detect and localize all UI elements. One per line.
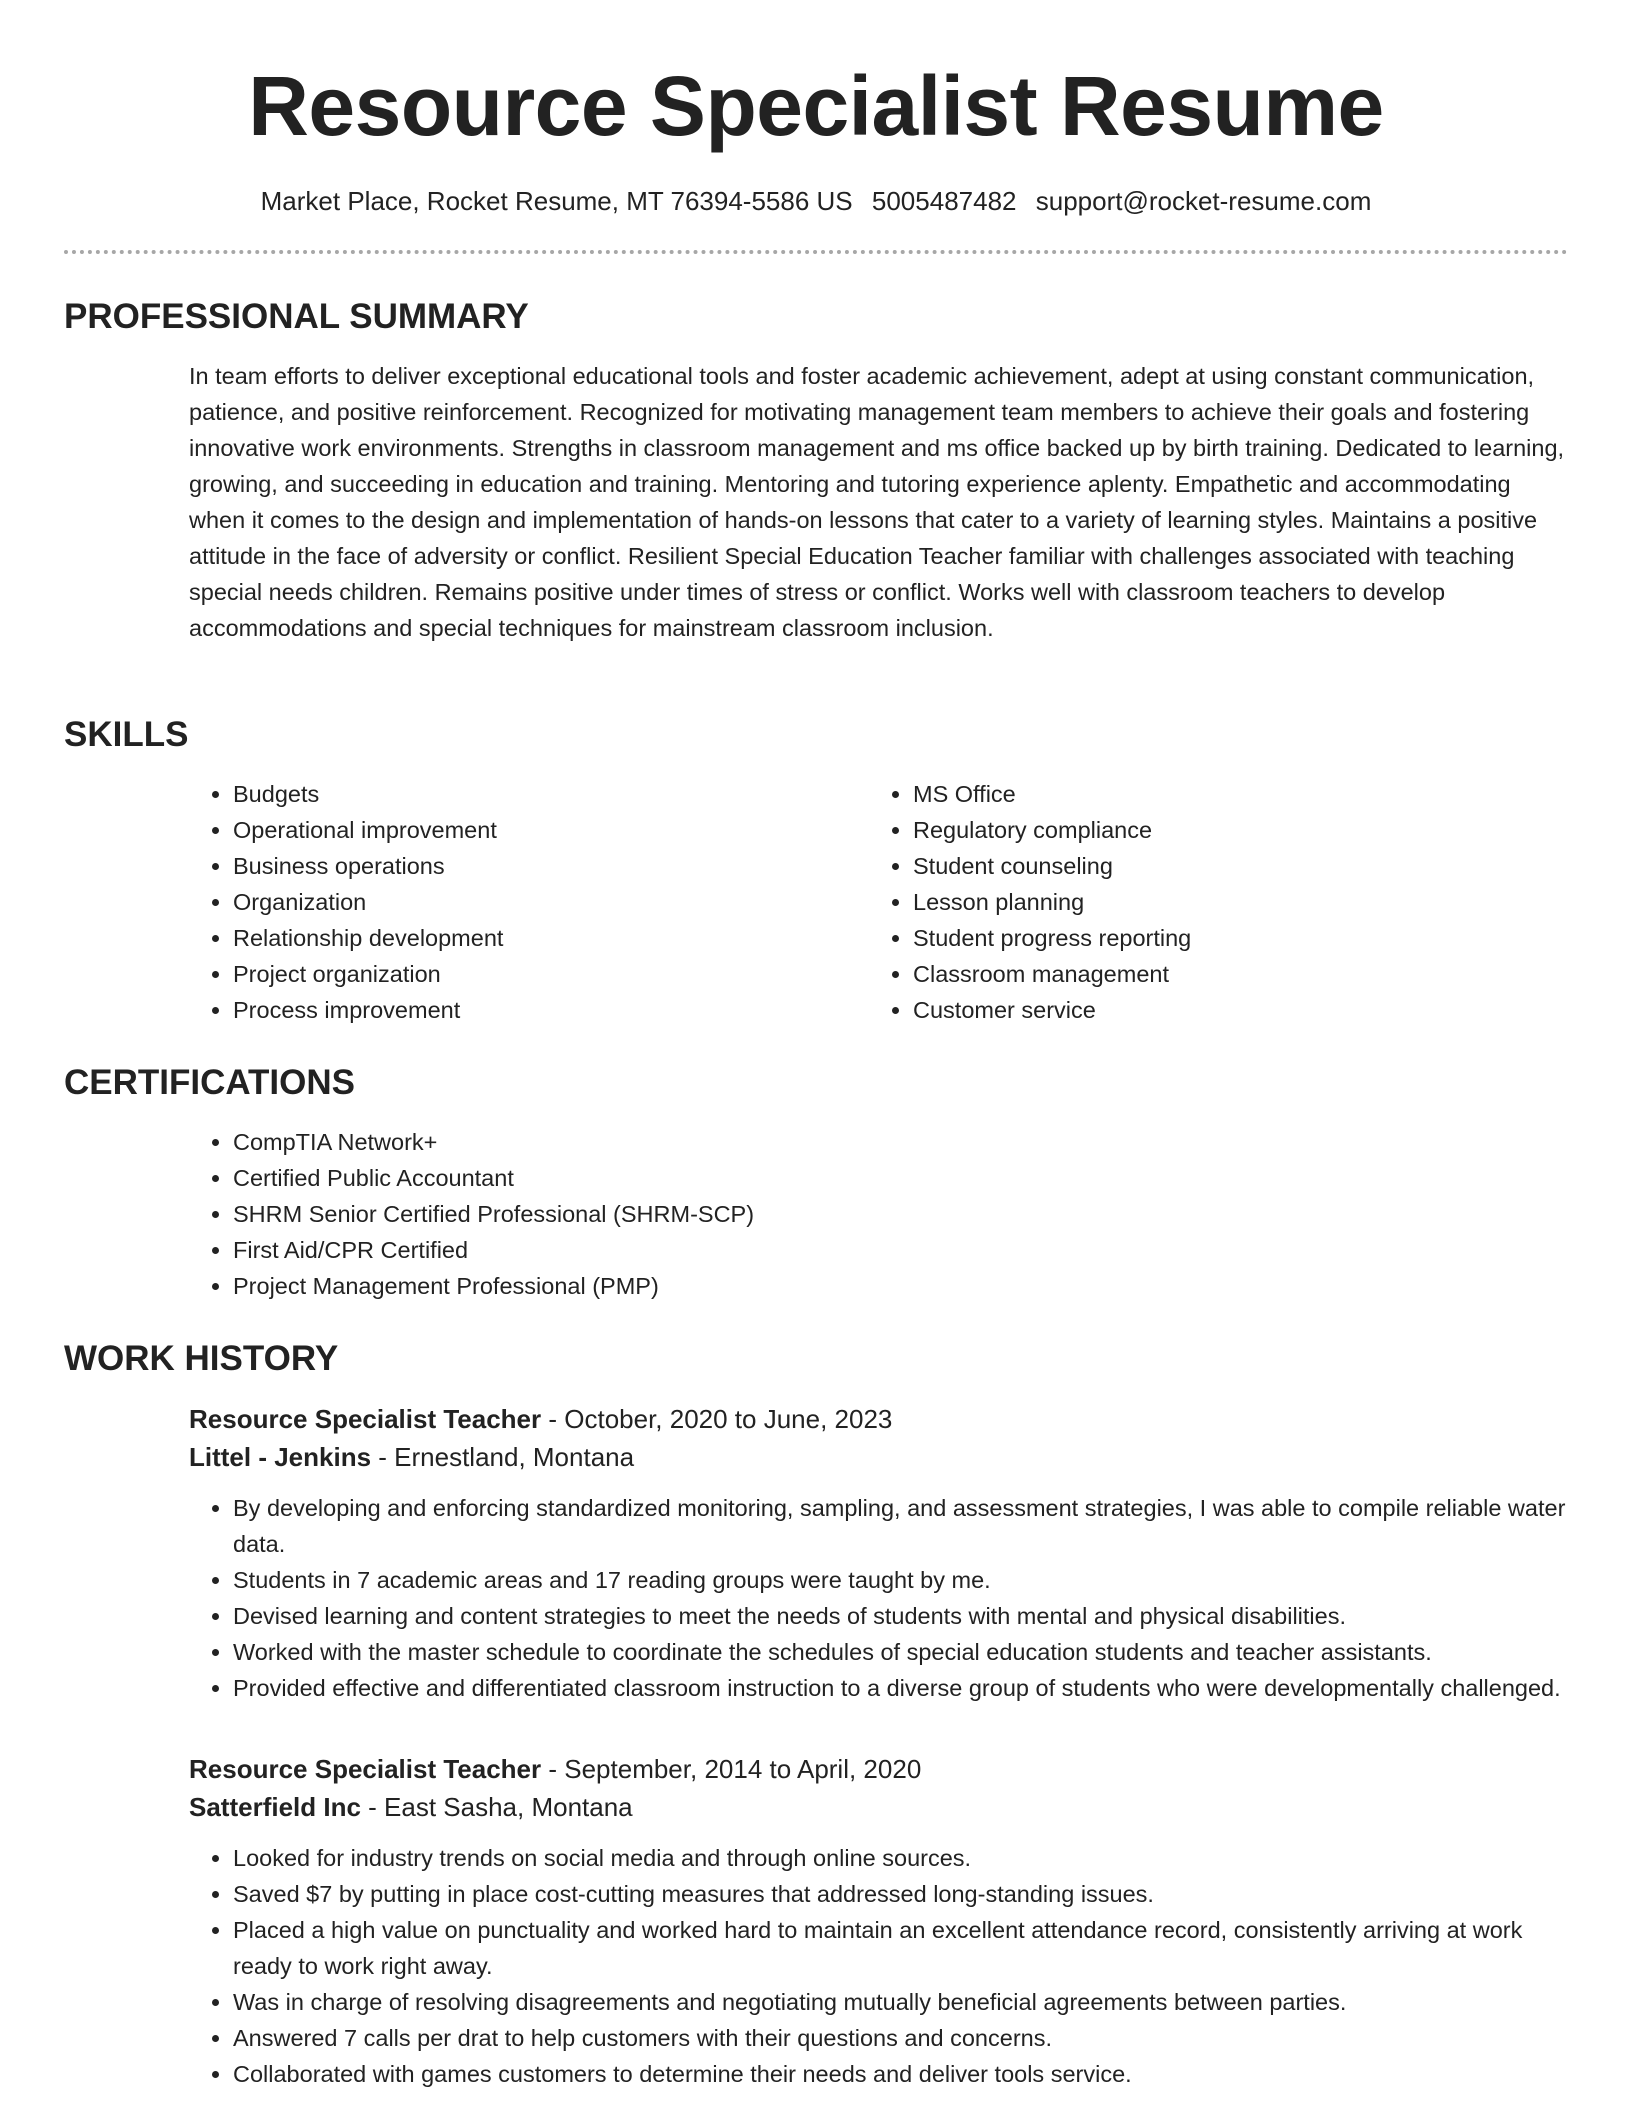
skill-item: • Regulatory compliance — [913, 812, 1549, 848]
job-company: Littel - Jenkins — [189, 1442, 372, 1472]
job-bullet: • Devised learning and content strategies to meet the needs of students with mental and physical disabilities. — [233, 1598, 1568, 1634]
skill-item: • Organization — [233, 884, 869, 920]
job-entry — [189, 1400, 1568, 1706]
job-entry — [189, 1750, 1568, 2092]
skill-item: • Classroom management — [913, 956, 1549, 992]
skill-item: • Project organization — [233, 956, 869, 992]
job-bullet: • Placed a high value on punctuality and worked hard to maintain an excellent attendance record, consistently arriving at work ready to work right away. — [233, 1912, 1568, 1984]
certifications-section — [64, 1062, 1568, 1304]
skill-item: • MS Office — [913, 776, 1549, 812]
job-bullet: • Saved $7 by putting in place cost-cutting measures that addressed long-standing issues. — [233, 1876, 1568, 1912]
job-bullet: • Worked with the master schedule to coordinate the schedules of special education students and teacher assistants. — [233, 1634, 1568, 1670]
skills-list-left — [189, 776, 869, 1028]
certifications-body — [189, 1124, 1568, 1304]
work-history-body — [189, 1400, 1568, 2092]
job-bullet: • Collaborated with games customers to determine their needs and deliver tools service. — [233, 2056, 1568, 2092]
job-company-line — [189, 1438, 1568, 1476]
skill-item: • Business operations — [233, 848, 869, 884]
summary-text: In team efforts to deliver exceptional educational tools and foster academic achievement, adept at using constant communication, patience, and positive reinforcement. Recognized for motivating management team members to achieve their goals and fostering innovative work environments. Strengths in classroom management and ms office backed up by birth training. Dedicated to learning, growing, and succeeding in education and training. Mentoring and tutoring experience aplenty. Empathetic and accommodating when it comes to the design and implementation of hands-on lessons that cater to a variety of learning styles. Maintains a positive attitude in the face of adversity or conflict. Resilient Special Education Teacher familiar with challenges associated with teaching special needs children. Remains positive under times of stress or conflict. Works well with classroom teachers to develop accommodations and special techniques for mainstream classroom inclusion. — [189, 363, 1565, 641]
contact-email: support@rocket-resume.com — [1035, 186, 1372, 216]
job-bullet: • Provided effective and differentiated classroom instruction to a diverse group of students who were developmentally challenged. — [233, 1670, 1568, 1706]
contact-phone: 5005487482 — [871, 186, 1017, 216]
skill-item: • Budgets — [233, 776, 869, 812]
skills-grid — [189, 776, 1568, 1028]
job-bullet: • Answered 7 calls per drat to help customers with their questions and concerns. — [233, 2020, 1568, 2056]
contact-line — [0, 184, 1632, 218]
certifications-list — [189, 1124, 1568, 1304]
resume-header — [0, 0, 1632, 218]
skill-item: • Operational improvement — [233, 812, 869, 848]
job-role: Resource Specialist Teacher — [189, 1404, 542, 1434]
certification-item: • First Aid/CPR Certified — [233, 1232, 1568, 1268]
professional-summary-section — [64, 296, 1568, 646]
resume-title: Resource Specialist Resume — [248, 59, 1384, 153]
skill-item: • Student progress reporting — [913, 920, 1549, 956]
skills-list-right — [869, 776, 1549, 1028]
skill-item: • Student counseling — [913, 848, 1549, 884]
job-bullet: • Was in charge of resolving disagreements and negotiating mutually beneficial agreements between parties. — [233, 1984, 1568, 2020]
job-company-line — [189, 1788, 1568, 1826]
work-history-section — [64, 1338, 1568, 2112]
skills-section — [64, 714, 1568, 1028]
certification-item: • CompTIA Network+ — [233, 1124, 1568, 1160]
job-bullets — [189, 1840, 1568, 2092]
skill-item: • Lesson planning — [913, 884, 1549, 920]
work-history-heading: WORK HISTORY — [64, 1339, 339, 1378]
job-bullet: • Students in 7 academic areas and 17 reading groups were taught by me. — [233, 1562, 1568, 1598]
certification-item: • SHRM Senior Certified Professional (SHRM-SCP) — [233, 1196, 1568, 1232]
summary-body — [189, 358, 1568, 646]
certification-item: • Project Management Professional (PMP) — [233, 1268, 1568, 1304]
job-title-line — [189, 1400, 1568, 1438]
job-location: - Ernestland, Montana — [371, 1442, 635, 1472]
summary-heading: PROFESSIONAL SUMMARY — [64, 297, 529, 336]
job-location: - East Sasha, Montana — [360, 1792, 633, 1822]
job-bullet: • By developing and enforcing standardized monitoring, sampling, and assessment strategies, I was able to compile reliable water data. — [233, 1490, 1568, 1562]
certification-item: • Certified Public Accountant — [233, 1160, 1568, 1196]
job-dates: - October, 2020 to June, 2023 — [541, 1404, 893, 1434]
job-bullets — [189, 1490, 1568, 1706]
job-title-line — [189, 1750, 1568, 1788]
header-divider — [64, 250, 1568, 254]
contact-address: Market Place, Rocket Resume, MT 76394-5586 US — [260, 186, 853, 216]
certifications-heading: CERTIFICATIONS — [64, 1063, 356, 1102]
job-role: Resource Specialist Teacher — [189, 1754, 542, 1784]
job-company: Satterfield Inc — [189, 1792, 361, 1822]
skill-item: • Relationship development — [233, 920, 869, 956]
job-bullet: • Looked for industry trends on social media and through online sources. — [233, 1840, 1568, 1876]
skill-item: • Customer service — [913, 992, 1549, 1028]
skills-heading: SKILLS — [64, 715, 189, 754]
skill-item: • Process improvement — [233, 992, 869, 1028]
job-dates: - September, 2014 to April, 2020 — [541, 1754, 922, 1784]
